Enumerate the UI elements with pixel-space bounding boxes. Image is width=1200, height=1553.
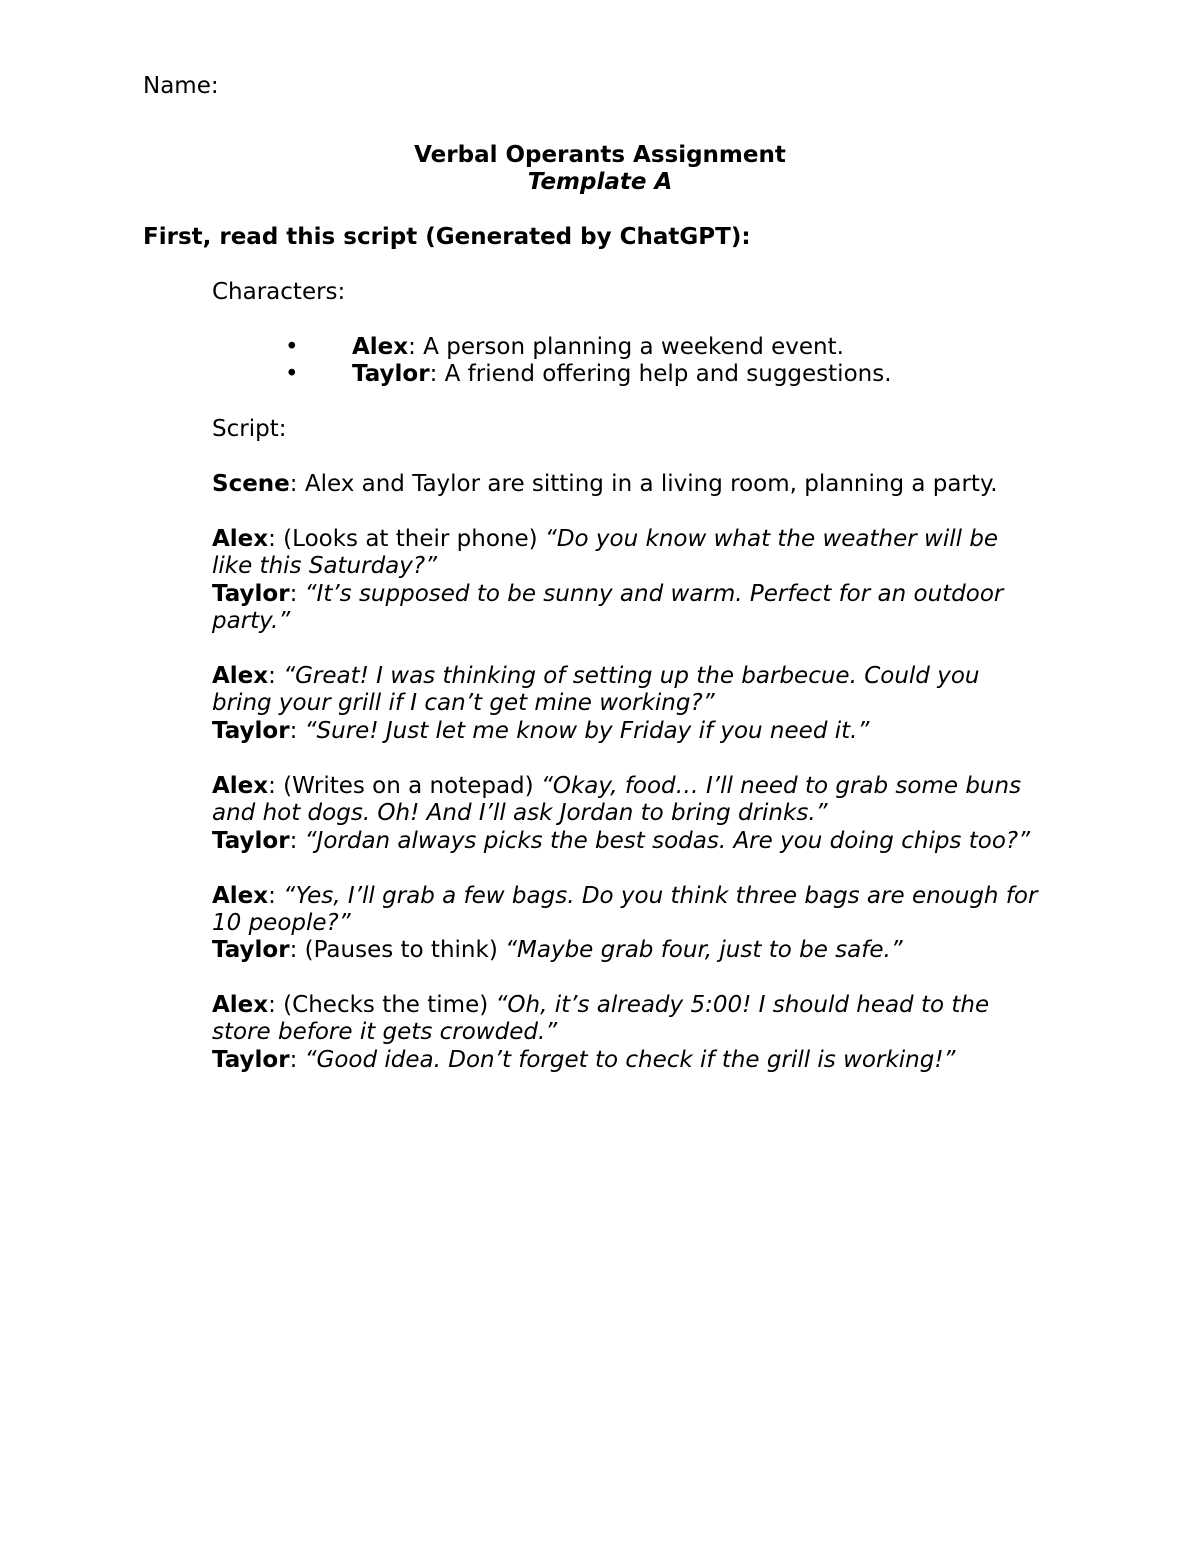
dialogue-line (212, 581, 1003, 608)
speaker-name: Alex (212, 883, 269, 909)
scene-text: : Alex and Taylor are sitting in a living room, planning a party. (289, 471, 998, 497)
script-label: Script: (212, 416, 287, 442)
dialogue-line (212, 1047, 955, 1074)
document-title: Verbal Operants Assignment (414, 142, 786, 168)
dialogue-quote: “Maybe grab four, just to be safe.” (505, 937, 903, 963)
dialogue-continuation (212, 690, 715, 717)
characters-label: Characters: (212, 279, 346, 305)
dialogue-continuation (212, 800, 828, 827)
stage-direction: : (289, 1047, 305, 1073)
dialogue-quote: bring your grill if I can’t get mine working?” (212, 690, 715, 716)
dialogue-quote: “Do you know what the weather will be (544, 526, 999, 552)
dialogue-line (212, 992, 989, 1019)
dialogue-line (212, 773, 1021, 800)
dialogue-quote: “Good idea. Don’t forget to check if the grill is working!” (304, 1047, 956, 1073)
dialogue-quote: “Great! I was thinking of setting up the barbecue. Could you (283, 663, 980, 689)
character-item-taylor (285, 361, 892, 388)
character-description: : A person planning a weekend event. (408, 334, 844, 360)
scene-description (212, 471, 998, 498)
dialogue-quote: store before it gets crowded.” (212, 1019, 558, 1045)
speaker-name: Alex (212, 526, 269, 552)
dialogue-line (212, 883, 1037, 910)
stage-direction: : (268, 883, 284, 909)
speaker-name: Taylor (212, 828, 290, 854)
speaker-name: Taylor (212, 581, 290, 607)
speaker-name: Alex (212, 773, 269, 799)
dialogue-line (212, 526, 998, 553)
stage-direction: : (Checks the time) (268, 992, 496, 1018)
speaker-name: Taylor (212, 937, 290, 963)
character-name: Alex (352, 334, 409, 360)
speaker-name: Alex (212, 992, 269, 1018)
dialogue-quote: “Sure! Just let me know by Friday if you need it.” (304, 718, 870, 744)
stage-direction: : (Pauses to think) (289, 937, 506, 963)
dialogue-line (212, 718, 869, 745)
dialogue-continuation (212, 1019, 557, 1046)
dialogue-quote: like this Saturday?” (212, 553, 438, 579)
stage-direction: : (289, 828, 305, 854)
speaker-name: Taylor (212, 718, 290, 744)
dialogue-quote: “It’s supposed to be sunny and warm. Perfect for an outdoor (304, 581, 1004, 607)
dialogue-quote: party.” (212, 608, 291, 634)
instruction-heading: First, read this script (Generated by ChatGPT): (143, 224, 751, 250)
stage-direction: : (Writes on a notepad) (268, 773, 541, 799)
dialogue-quote: “Oh, it’s already 5:00! I should head to the (495, 992, 990, 1018)
dialogue-continuation (212, 553, 437, 580)
scene-label: Scene (212, 471, 290, 497)
dialogue-quote: 10 people?” (212, 910, 351, 936)
character-item-alex (285, 334, 844, 361)
dialogue-continuation (212, 608, 290, 635)
stage-direction: : (289, 718, 305, 744)
dialogue-quote: “Jordan always picks the best sodas. Are you doing chips too?” (304, 828, 1031, 854)
stage-direction: : (Looks at their phone) (268, 526, 545, 552)
stage-direction: : (289, 581, 305, 607)
name-label: Name: (143, 73, 219, 99)
dialogue-line (212, 937, 903, 964)
dialogue-line (212, 663, 979, 690)
character-description: : A friend offering help and suggestions. (429, 361, 892, 387)
character-name: Taylor (352, 361, 430, 387)
dialogue-quote: “Okay, food… I’ll need to grab some buns (540, 773, 1022, 799)
dialogue-continuation (212, 910, 351, 937)
dialogue-quote: “Yes, I’ll grab a few bags. Do you think three bags are enough for (283, 883, 1038, 909)
dialogue-line (212, 828, 1030, 855)
speaker-name: Taylor (212, 1047, 290, 1073)
dialogue-quote: and hot dogs. Oh! And I’ll ask Jordan to bring drinks.” (212, 800, 828, 826)
bullet-icon: • (285, 361, 299, 387)
bullet-icon: • (285, 334, 299, 360)
document-subtitle: Template A (527, 169, 673, 195)
speaker-name: Alex (212, 663, 269, 689)
stage-direction: : (268, 663, 284, 689)
